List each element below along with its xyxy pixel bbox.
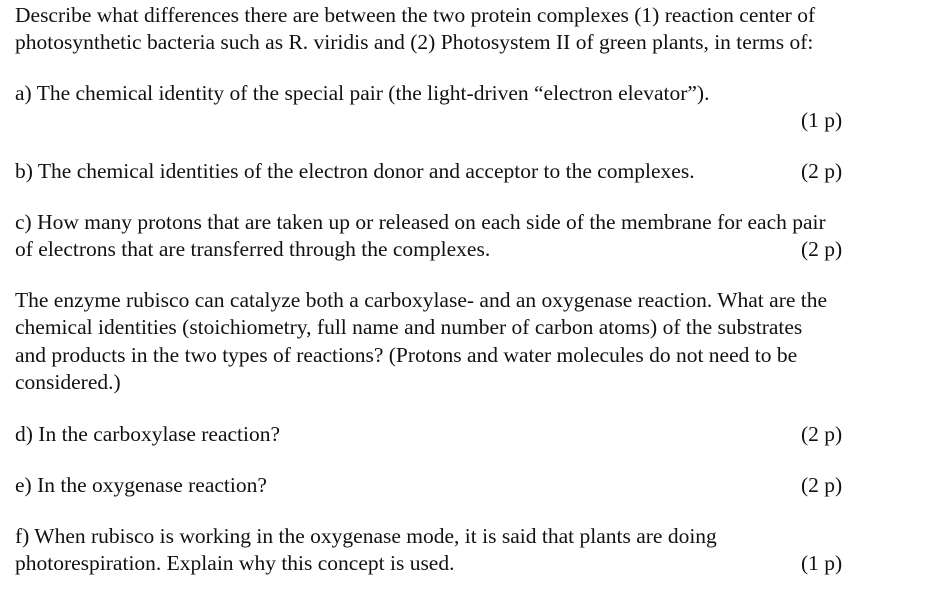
question-e-text: e) In the oxygenase reaction? bbox=[15, 473, 267, 497]
question-c-points: (2 p) bbox=[801, 237, 843, 261]
question-b-points: (2 p) bbox=[801, 159, 843, 183]
intro-line-2: photosynthetic bacteria such as R. viridis and (2) Photosystem II of green plants, in terms of: bbox=[15, 30, 814, 54]
rubisco-intro-line-4: considered.) bbox=[15, 370, 121, 394]
intro-line-1: Describe what differences there are between the two protein complexes (1) reaction center of bbox=[15, 3, 816, 27]
rubisco-intro-line-3: and products in the two types of reactions? (Protons and water molecules do not need to be bbox=[15, 343, 798, 367]
question-f-line-1: f) When rubisco is working in the oxygenase mode, it is said that plants are doing bbox=[15, 524, 717, 548]
question-d-text: d) In the carboxylase reaction? bbox=[15, 422, 281, 446]
rubisco-intro-line-1: The enzyme rubisco can catalyze both a carboxylase- and an oxygenase reaction. What are the bbox=[15, 288, 828, 312]
question-d-points: (2 p) bbox=[801, 422, 843, 446]
question-a-points: (1 p) bbox=[801, 108, 843, 132]
question-e-points: (2 p) bbox=[801, 473, 843, 497]
question-b-text: b) The chemical identities of the electron donor and acceptor to the complexes. bbox=[15, 159, 695, 183]
question-c-line-2: of electrons that are transferred through the complexes. bbox=[15, 237, 491, 261]
question-a-text: a) The chemical identity of the special pair (the light-driven “electron elevator”). bbox=[15, 81, 710, 105]
question-f-points: (1 p) bbox=[801, 551, 843, 575]
rubisco-intro-line-2: chemical identities (stoichiometry, full name and number of carbon atoms) of the substrates bbox=[15, 315, 803, 339]
question-c-line-1: c) How many protons that are taken up or released on each side of the membrane for each pair bbox=[15, 210, 826, 234]
question-f-line-2: photorespiration. Explain why this concept is used. bbox=[15, 551, 455, 575]
